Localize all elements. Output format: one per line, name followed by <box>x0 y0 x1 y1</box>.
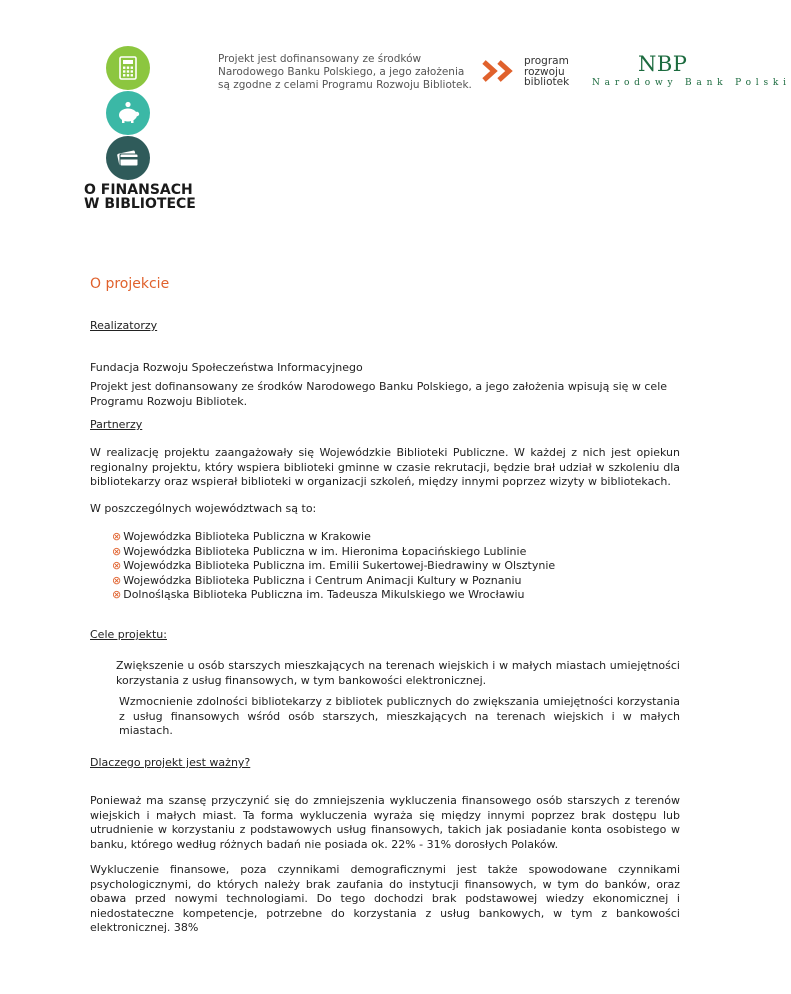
library-name: Wojewódzka Biblioteka Publiczna im. Emilii Sukertowej-Biedrawiny w Olsztynie <box>123 559 556 572</box>
library-name: Wojewódzka Biblioteka Publiczna w Krakowie <box>123 530 371 543</box>
why-paragraph-1: Ponieważ ma szansę przyczynić się do zmniejszenia wykluczenia finansowego osób starszych z terenów wiejskich i małych miast. Ta forma wykluczenia wyraża się między innymi poprzez brak dostępu lub utrudnienie w korzystaniu z podstawowych usług finansowych, takich jak posiadanie konta osobistego w banku, którego według różnych badań nie posiada ok. 22% - 31% dorosłych Polaków. <box>90 794 680 851</box>
program-logo-text <box>524 56 569 88</box>
program-logo-line: program <box>524 55 569 67</box>
bullet-icon: ⊗ <box>112 530 122 543</box>
realizator-name: Fundacja Rozwoju Społeczeństwa Informacyjnego <box>90 361 363 374</box>
program-logo-line: rozwoju <box>524 65 565 78</box>
list-item <box>112 559 702 574</box>
why-paragraph-2: Wykluczenie finansowe, poza czynnikami demograficznymi jest także spowodowane czynnikami psychologicznymi, do których należy brak zaufania do instytucji finansowych, w tym do banków, oraz obawa przed nowymi technologiami. Do tego dochodzi brak podstawowej wiedzy ekonomicznej i niedostateczne kompetencje, potrzebne do korzystania z usług bankowych, w tym z bankowości elektronicznej. 38% <box>90 863 680 934</box>
goal-1: Zwiększenie u osób starszych mieszkających na terenach wiejskich i w małych miastach umiejętności korzystania z usług finansowych, w tym bankowości elektronicznej. <box>116 659 680 687</box>
nbp-logo: NBP <box>638 52 688 76</box>
intro-line: są zgodne z celami Programu Rozwoju Bibliotek. <box>218 79 472 91</box>
list-item <box>112 545 702 560</box>
bullet-icon: ⊗ <box>112 559 122 572</box>
brand-logo-text <box>84 183 196 211</box>
funding-note: Projekt jest dofinansowany ze środków Narodowego Banku Polskiego, a jego założenia wpisują się w cele Programu Rozwoju Bibliotek. <box>90 380 668 408</box>
voivodeships-intro: W poszczególnych województwach są to: <box>90 502 317 515</box>
goal-2: Wzmocnienie zdolności bibliotekarzy z bibliotek publicznych do zwiększania umiejętności korzystania z usług finansowych wśród osób starszych, mieszkających na terenach wiejskich i w małych miastach. <box>119 695 680 737</box>
brand-line-1: O FINANSACH <box>84 182 193 198</box>
library-name: Dolnośląska Biblioteka Publiczna im. Tadeusza Mikulskiego we Wrocławiu <box>123 588 525 601</box>
program-arrows-icon <box>481 59 517 87</box>
piggy-bank-icon <box>106 91 150 135</box>
intro-line: Narodowego Banku Polskiego, a jego założenia <box>218 66 465 78</box>
bullet-icon: ⊗ <box>112 544 122 558</box>
partnerzy-paragraph: W realizację projektu zaangażowały się Wojewódzkie Biblioteki Publiczne. W każdej z nich jest opiekun regionalny projektu, który wspiera biblioteki gminne w czasie rekrutacji, będzie brał udział w szkoleniu dla bibliotekarzy oraz wspierał biblioteki w organizacji szkoleń, między innymi poprzez wizyty w bibliotekach. <box>90 446 680 488</box>
library-name: Wojewódzka Biblioteka Publiczna w im. Hieronima Łopacińskiego Lublinie <box>123 544 527 558</box>
nbp-subtitle: Narodowy Bank Polski <box>592 78 791 88</box>
intro-line: Projekt jest dofinansowany ze środków <box>218 53 422 65</box>
list-item <box>112 574 702 589</box>
funding-intro <box>218 53 478 92</box>
page-title: O projekcie <box>90 276 170 292</box>
section-heading-partnerzy: Partnerzy <box>90 418 143 431</box>
library-name: Wojewódzka Biblioteka Publiczna i Centrum Animacji Kultury w Poznaniu <box>123 573 522 587</box>
credit-card-icon <box>106 136 150 180</box>
library-list <box>112 530 702 603</box>
brand-line-2: W BIBLIOTECE <box>84 196 196 212</box>
program-logo-line: bibliotek <box>524 76 570 88</box>
section-heading-realizatorzy: Realizatorzy <box>90 319 158 332</box>
section-heading-cele: Cele projektu: <box>90 628 167 641</box>
calculator-icon <box>106 46 150 90</box>
bullet-icon: ⊗ <box>112 573 122 587</box>
bullet-icon: ⊗ <box>112 588 122 601</box>
section-heading-why: Dlaczego projekt jest ważny? <box>90 756 251 769</box>
list-item <box>112 588 702 603</box>
list-item <box>112 530 702 545</box>
